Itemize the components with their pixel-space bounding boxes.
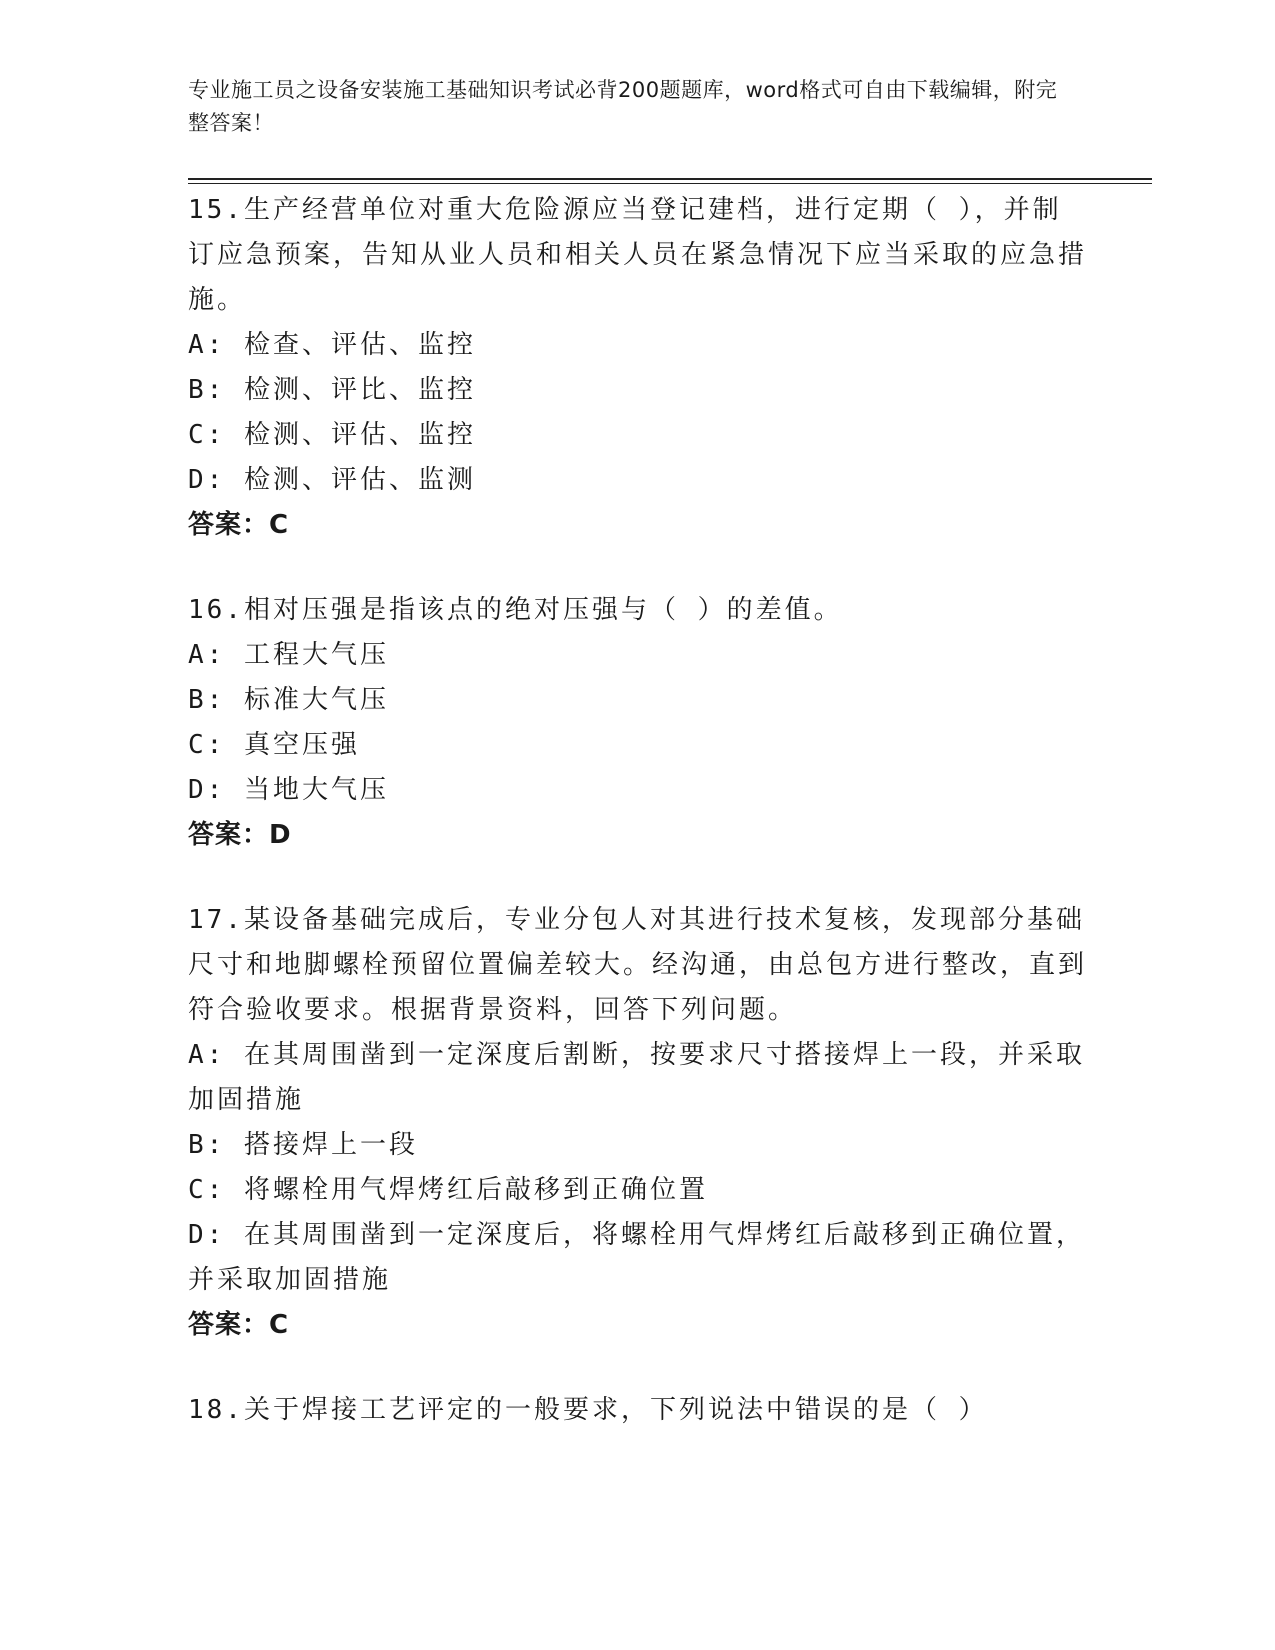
- document-header: 专业施工员之设备安装施工基础知识考试必背200题题库，word格式可自由下载编辑，附完整答案！: [188, 78, 1058, 135]
- question-15: [188, 188, 1088, 548]
- answer: 答案：D: [188, 820, 292, 850]
- option-c: C: 真空压强: [188, 730, 360, 760]
- question-stem: 15.生产经营单位对重大危险源应当登记建档，进行定期（ ），并制订应急预案，告知从业人员和相关人员在紧急情况下应当采取的应急措施。: [188, 195, 1088, 315]
- header-divider: [188, 178, 1152, 184]
- option-c: C: 检测、评估、监控: [188, 420, 476, 450]
- question-stem: 18.关于焊接工艺评定的一般要求，下列说法中错误的是（ ）: [188, 1395, 988, 1425]
- option-b: B: 标准大气压: [188, 685, 389, 715]
- option-c: C: 将螺栓用气焊烤红后敲移到正确位置: [188, 1175, 708, 1205]
- option-d: D: 在其周围凿到一定深度后，将螺栓用气焊烤红后敲移到正确位置，并采取加固措施: [188, 1220, 1085, 1295]
- question-16: [188, 588, 1088, 858]
- option-list: [188, 1033, 1088, 1303]
- option-d: D: 当地大气压: [188, 775, 389, 805]
- answer: 答案：C: [188, 1310, 290, 1340]
- option-b: B: 检测、评比、监控: [188, 375, 476, 405]
- option-b: B: 搭接焊上一段: [188, 1130, 418, 1160]
- option-list: [188, 633, 1088, 813]
- answer: 答案：C: [188, 510, 290, 540]
- question-18: [188, 1388, 1088, 1433]
- question-stem: 17.某设备基础完成后，专业分包人对其进行技术复核，发现部分基础尺寸和地脚螺栓预留位置偏差较大。经沟通，由总包方进行整改，直到符合验收要求。根据背景资料，回答下列问题。: [188, 905, 1088, 1025]
- option-a: A: 工程大气压: [188, 640, 389, 670]
- question-stem: 16.相对压强是指该点的绝对压强与（ ）的差值。: [188, 595, 843, 625]
- option-d: D: 检测、评估、监测: [188, 465, 476, 495]
- question-17: [188, 898, 1088, 1348]
- option-a: A: 在其周围凿到一定深度后割断，按要求尺寸搭接焊上一段，并采取加固措施: [188, 1040, 1085, 1115]
- option-a: A: 检查、评估、监控: [188, 330, 476, 360]
- option-list: [188, 323, 1088, 503]
- question-list: [188, 188, 1088, 1473]
